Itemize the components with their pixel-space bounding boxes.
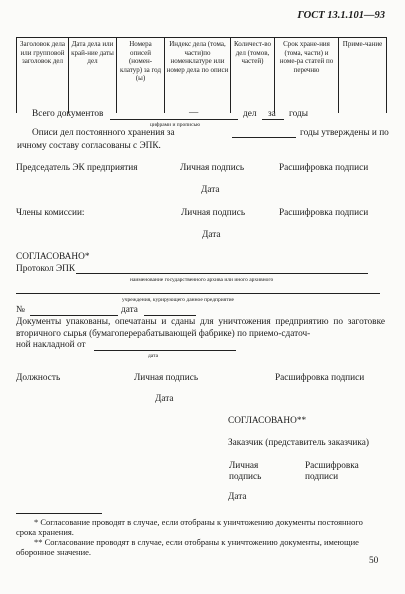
inventory-table <box>16 37 387 113</box>
chairman-decode: Расшифровка подписи <box>279 163 369 173</box>
table-header-row <box>17 38 387 106</box>
packing-text: Документы упакованы, опечатаны и сданы для уничтожения предприятию по заготовке вторичного сырья (бумагоперерабатывающей фабрике) по приемо-сдаточ- <box>16 317 385 339</box>
page-number: 50 <box>369 556 379 566</box>
totals-unit-cases: дел <box>243 109 257 119</box>
col-header-title: Заголовок дела или групповой заголовок дел <box>17 38 69 106</box>
approval-years-line <box>232 137 296 138</box>
col-header-storage-term: Срок хране-ния (тома, части) и номе-ра статей по перечню <box>275 38 339 106</box>
totals-label: Всего документов <box>32 109 104 119</box>
totals-for: за <box>268 109 276 119</box>
agreed1-date-word: дата <box>121 305 138 315</box>
position-label: Должность <box>16 373 61 383</box>
position-date: Дата <box>155 394 174 404</box>
col-header-inventory-numbers: Номера описей (номен-клатур) за год (ы) <box>117 38 165 106</box>
footnote-1: * Согласование проводят в случае, если отобраны к уничтожению документы постоянного срока хранения. <box>16 517 363 537</box>
agreed1-org-hint: учреждения, курирующего данное предприятие <box>122 297 234 303</box>
position-decode: Расшифровка подписи <box>275 373 365 383</box>
col-header-note: Приме-чание <box>339 38 387 106</box>
chairman-role: Председатель ЭК предприятия <box>16 163 138 173</box>
agreed2-customer: Заказчик (представитель заказчика) <box>228 438 369 448</box>
agreed2-signature-l1: Личная <box>229 461 259 471</box>
col-header-case-index: Индекс дела (тома, части)по номенклатуре или номер дела по описи <box>165 38 231 106</box>
totals-unit-years: годы <box>289 109 308 119</box>
standard-header: ГОСТ 13.1.101—93 <box>297 10 385 21</box>
footnote-separator <box>16 513 102 514</box>
agreed2-decode-l2: подписи <box>305 472 339 482</box>
position-signature: Личная подпись <box>134 373 199 383</box>
agreed1-archive-hint: наименование государственного архива или иного архивного <box>130 277 274 283</box>
footnote-2: ** Согласование проводят в случае, если отобраны к уничтожению документы, имеющие оборонное значение. <box>16 537 359 557</box>
agreed1-org-line <box>16 293 380 294</box>
packing-date-hint: дата <box>148 353 159 359</box>
agreed1-archive-line <box>76 273 368 274</box>
agreed2-date: Дата <box>228 492 247 502</box>
agreed2-signature-l2: подпись <box>229 472 262 482</box>
members-signature: Личная подпись <box>181 208 246 218</box>
agreed1-title: СОГЛАСОВАНО* <box>16 252 90 262</box>
packing-last-line: ной накладной от <box>16 340 86 350</box>
col-header-count: Количест-во дел (томов, частей) <box>231 38 275 106</box>
packing-date-line <box>94 350 236 351</box>
totals-count-line <box>110 119 238 120</box>
members-role: Члены комиссии: <box>16 208 85 218</box>
totals-years-line <box>262 119 284 120</box>
approval-line2: ичному составу согласованы с ЭПК. <box>17 141 161 151</box>
totals-dash: — <box>189 108 199 118</box>
members-decode: Расшифровка подписи <box>279 208 369 218</box>
agreed1-protocol: Протокол ЭПК <box>16 264 76 274</box>
agreed2-title: СОГЛАСОВАНО** <box>228 416 307 426</box>
agreed2-decode-l1: Расшифровка <box>305 461 359 471</box>
approval-line1b: годы утверждены и по <box>300 128 389 138</box>
members-date: Дата <box>202 230 221 240</box>
totals-hint: цифрами и прописью <box>150 122 201 128</box>
agreed1-number-sign: № <box>16 305 25 315</box>
chairman-signature: Личная подпись <box>180 163 245 173</box>
col-header-dates: Дата дела или край-ние даты дел <box>69 38 117 106</box>
approval-line1a: Описи дел постоянного хранения за <box>32 128 175 138</box>
chairman-date: Дата <box>201 185 220 195</box>
